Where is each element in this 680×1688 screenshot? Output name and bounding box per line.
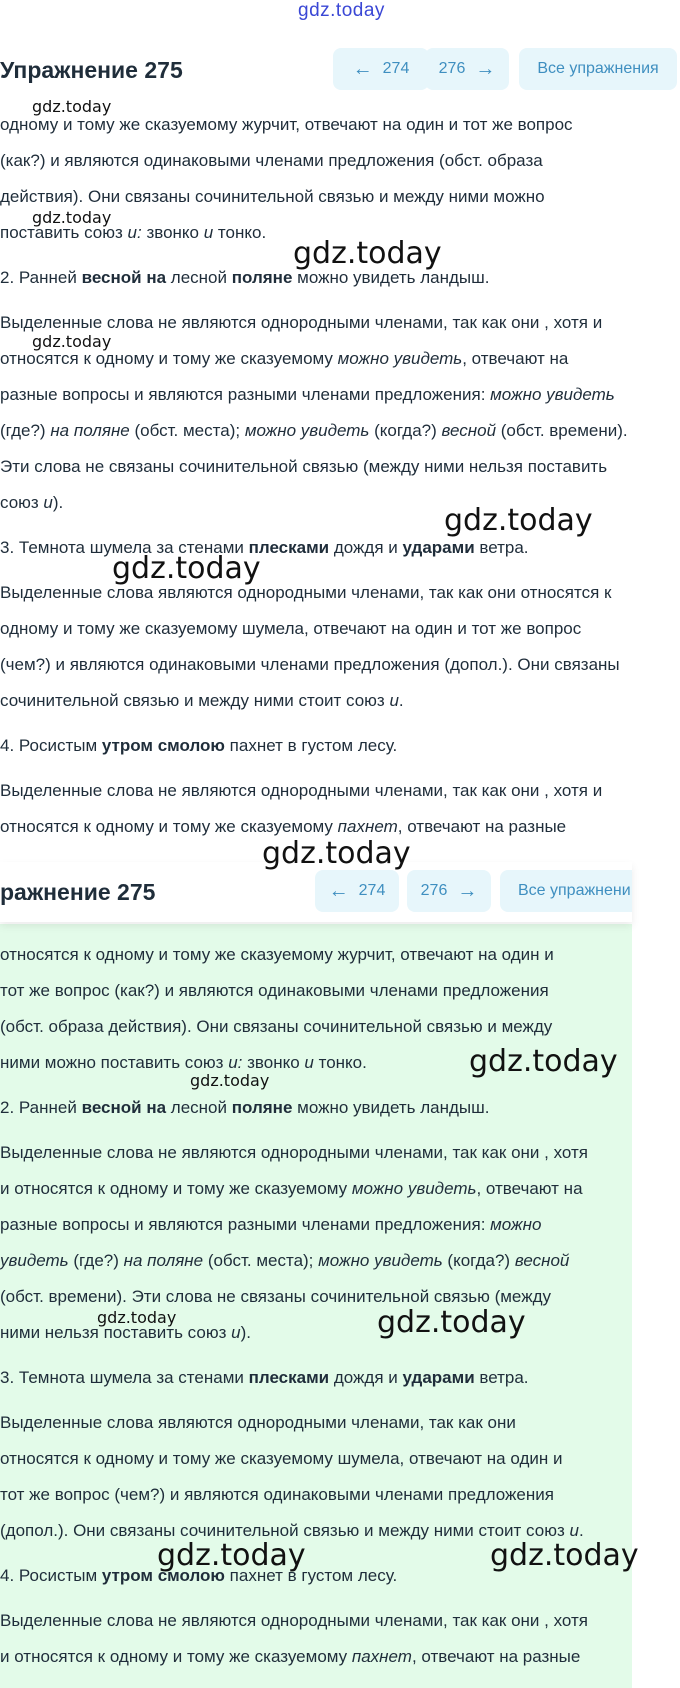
watermark: gdz.today — [97, 1308, 177, 1327]
text-line: сочинительной связью и между ними стоит союз и. — [0, 691, 404, 710]
sentence-3: 3. Темнота шумела за стенами плесками дождя и ударами ветра. — [0, 538, 529, 557]
exercise-title: Упражнение 275 — [0, 57, 183, 83]
arrow-right-icon: → — [475, 57, 496, 80]
text-line: (как?) и являются одинаковыми членами предложения (обст. образа — [0, 151, 543, 170]
text-line: тот же вопрос (чем?) и являются одинаковыми членами предложения — [0, 1485, 554, 1504]
next-exercise-label-2: 276 — [420, 882, 448, 899]
text-line: и относятся к одному и тому же сказуемому пахнет, отвечают на разные — [0, 1647, 581, 1666]
text-line: одному и тому же сказуемому шумела, отвечают на один и тот же вопрос — [0, 619, 582, 638]
prev-exercise-button[interactable] — [333, 48, 429, 90]
text-line: относятся к одному и тому же сказуемому шумела, отвечают на один и — [0, 1449, 563, 1468]
text-line: разные вопросы и являются разными членами предложения: можно — [0, 1215, 542, 1234]
prev-exercise-label: 274 — [382, 60, 410, 77]
watermark: gdz.today — [293, 236, 442, 271]
watermark: gdz.today — [32, 332, 112, 351]
all-exercises-button-2[interactable] — [500, 870, 632, 912]
text-line: Выделенные слова являются однородными членами, так как они — [0, 1413, 516, 1432]
watermark: gdz.today — [262, 836, 411, 871]
sentence-3: 3. Темнота шумела за стенами плесками дождя и ударами ветра. — [0, 1368, 529, 1387]
text-line: (обст. времени). Эти слова не связаны сочинительной связью (между — [0, 1287, 551, 1306]
text-line: ними можно поставить союз и: звонко и тонко. — [0, 1053, 367, 1072]
text-line: одному и тому же сказуемому журчит, отвечают на один и тот же вопрос — [0, 115, 573, 134]
next-exercise-button[interactable] — [425, 48, 509, 90]
text-line: Выделенные слова являются однородными членами, так как они относятся к — [0, 583, 612, 602]
sentence-4: 4. Росистым утром смолою пахнет в густом лесу. — [0, 1566, 398, 1585]
watermark: gdz.today — [490, 1538, 639, 1573]
text-line: (где?) на поляне (обст. места); можно увидеть (когда?) весной (обст. времени). — [0, 421, 628, 440]
text-line: Выделенные слова не являются однородными членами, так как они , хотя — [0, 1611, 588, 1630]
exercise-header-2 — [0, 862, 632, 922]
all-exercises-button[interactable] — [519, 48, 677, 90]
watermark: gdz.today — [377, 1305, 526, 1340]
next-exercise-label: 276 — [438, 60, 466, 77]
text-line: относятся к одному и тому же сказуемому можно увидеть, отвечают на — [0, 349, 569, 368]
watermark: gdz.today — [444, 503, 593, 538]
text-line: тот же вопрос (как?) и являются одинаковыми членами предложения — [0, 981, 549, 1000]
text-line: и относятся к одному и тому же сказуемому можно увидеть, отвечают на — [0, 1179, 583, 1198]
text-line: действия). Они связаны сочинительной связью и между ними можно — [0, 187, 545, 206]
text-line: Выделенные слова не являются однородными членами, так как они , хотя и — [0, 781, 603, 800]
arrow-left-icon: ← — [328, 879, 349, 902]
next-exercise-button-2[interactable] — [407, 870, 491, 912]
text-line: относятся к одному и тому же сказуемому журчит, отвечают на один и — [0, 945, 554, 964]
exercise-header — [0, 40, 680, 100]
sentence-2: 2. Ранней весной на лесной поляне можно увидеть ландыш. — [0, 1098, 490, 1117]
text-line: (допол.). Они связаны сочинительной связью и между ними стоит союз и. — [0, 1521, 584, 1540]
sentence-4: 4. Росистым утром смолою пахнет в густом лесу. — [0, 736, 398, 755]
arrow-left-icon: ← — [352, 57, 373, 80]
sentence-2: 2. Ранней весной на лесной поляне можно увидеть ландыш. — [0, 268, 490, 287]
text-line: увидеть (где?) на поляне (обст. места); можно увидеть (когда?) весной — [0, 1251, 570, 1270]
watermark: gdz.today — [112, 551, 261, 586]
top-watermark: gdz.today — [298, 0, 385, 21]
text-line: союз и). — [0, 493, 64, 512]
prev-exercise-button-2[interactable] — [315, 870, 399, 912]
watermark: gdz.today — [157, 1538, 306, 1573]
text-line: Эти слова не связаны сочинительной связью (между ними нельзя поставить — [0, 457, 608, 476]
text-line: относятся к одному и тому же сказуемому пахнет, отвечают на разные — [0, 817, 567, 836]
watermark: gdz.today — [190, 1071, 270, 1090]
text-line: (чем?) и являются одинаковыми членами предложения (допол.). Они связаны — [0, 655, 620, 674]
watermark: gdz.today — [32, 97, 112, 116]
watermark: gdz.today — [469, 1044, 618, 1079]
all-exercises-label: Все упражнения — [537, 60, 659, 77]
text-line: Выделенные слова не являются однородными членами, так как они , хотя — [0, 1143, 588, 1162]
text-line: разные вопросы и являются разными членами предложения: можно увидеть — [0, 385, 615, 404]
arrow-right-icon: → — [457, 879, 478, 902]
watermark: gdz.today — [32, 208, 112, 227]
prev-exercise-label-2: 274 — [358, 882, 386, 899]
all-exercises-label-2: Все упражнени — [518, 882, 631, 899]
text-line: (обст. образа действия). Они связаны сочинительной связью и между — [0, 1017, 553, 1036]
text-line: ними нельзя поставить союз и). — [0, 1323, 251, 1342]
exercise-title-2: ражнение 275 — [0, 879, 156, 905]
text-line: поставить союз и: звонко и тонко. — [0, 223, 267, 242]
text-line: Выделенные слова не являются однородными членами, так как они , хотя и — [0, 313, 603, 332]
